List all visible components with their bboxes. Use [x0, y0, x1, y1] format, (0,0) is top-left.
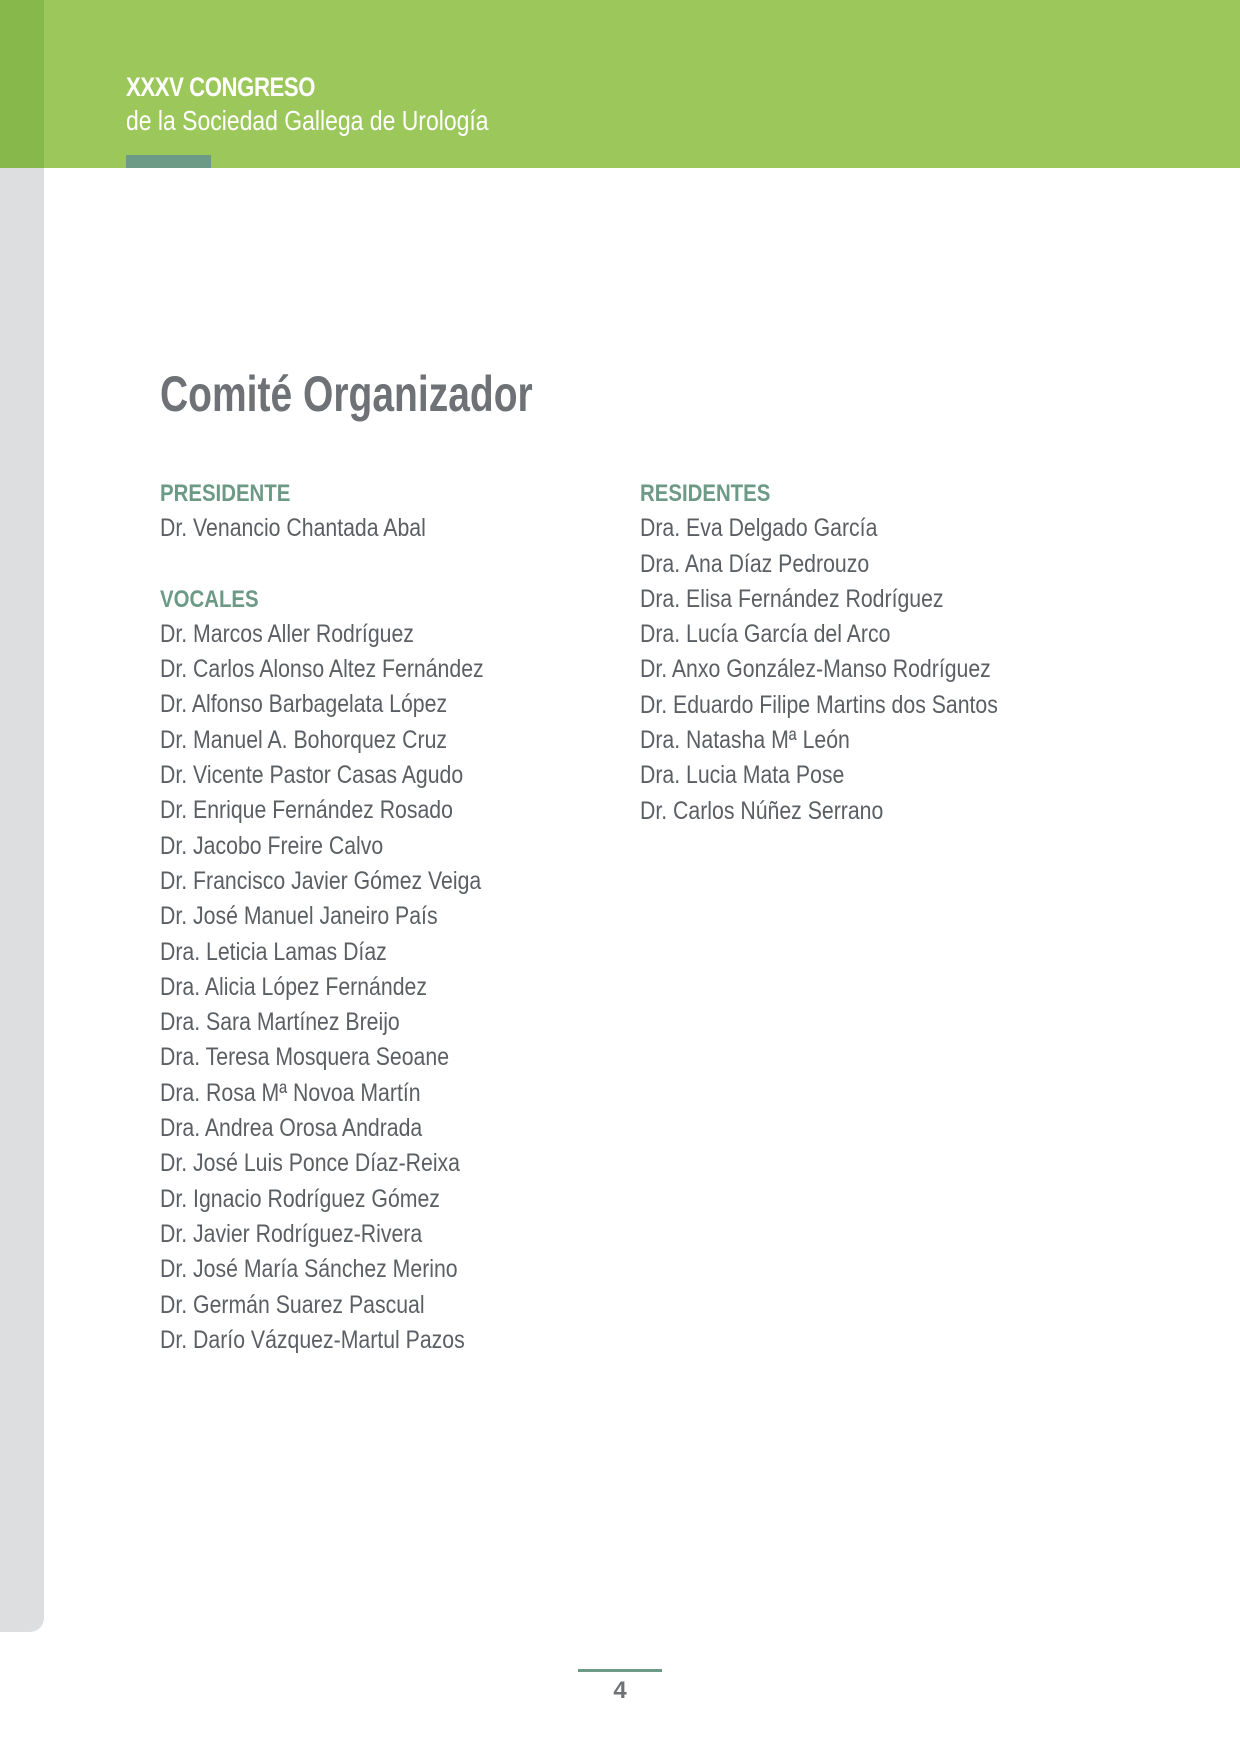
- member-name: Dr. Ignacio Rodríguez Gómez: [160, 1184, 440, 1213]
- member-name: Dr. Enrique Fernández Rosado: [160, 796, 453, 825]
- member-name: Dra. Ana Díaz Pedrouzo: [640, 549, 870, 578]
- right-column: [640, 476, 1061, 829]
- member-name: Dra. Eva Delgado García: [640, 514, 878, 543]
- member-name: Dr. Francisco Javier Gómez Veiga: [160, 866, 482, 895]
- member-name: Dr. Carlos Alonso Altez Fernández: [160, 655, 484, 684]
- member-name: Dra. Natasha Mª León: [640, 726, 850, 755]
- member-name: Dra. Lucía García del Arco: [640, 620, 891, 649]
- member-name: Dr. Vicente Pastor Casas Agudo: [160, 761, 464, 790]
- section-residentes: [640, 476, 1061, 829]
- section-heading-presidente: PRESIDENTE: [160, 480, 291, 507]
- member-name: Dr. Alfonso Barbagelata López: [160, 690, 448, 719]
- section-presidente: [160, 476, 541, 547]
- member-name: Dr. José Luis Ponce Díaz-Reixa: [160, 1149, 460, 1178]
- member-name: Dr. Jacobo Freire Calvo: [160, 831, 384, 860]
- section-heading-residentes: RESIDENTES: [640, 480, 771, 507]
- member-name: Dr. Marcos Aller Rodríguez: [160, 619, 414, 648]
- member-name: Dra. Elisa Fernández Rodríguez: [640, 584, 944, 613]
- member-list-residentes: [640, 511, 1061, 829]
- section-heading-vocales: VOCALES: [160, 585, 259, 613]
- left-column: [160, 476, 541, 1358]
- member-name: Dra. Leticia Lamas Díaz: [160, 937, 387, 966]
- member-name: Dr. Germán Suarez Pascual: [160, 1290, 425, 1319]
- member-name: Dr. Anxo González-Manso Rodríguez: [640, 655, 991, 684]
- member-name: Dra. Alicia López Fernández: [160, 972, 427, 1001]
- congress-title: XXXV CONGRESO: [126, 72, 316, 102]
- member-name: Dra. Rosa Mª Novoa Martín: [160, 1078, 421, 1107]
- header-accent-bar: [126, 155, 211, 168]
- member-name: Dr. Javier Rodríguez-Rivera: [160, 1219, 423, 1248]
- congress-subtitle: de la Sociedad Gallega de Urología: [126, 105, 489, 136]
- member-name: Dr. Eduardo Filipe Martins dos Santos: [640, 690, 998, 719]
- member-name: Dr. Manuel A. Bohorquez Cruz: [160, 725, 448, 754]
- member-name: Dra. Andrea Orosa Andrada: [160, 1114, 423, 1143]
- member-list-vocales: [160, 617, 541, 1358]
- member-name: Dr. Darío Vázquez-Martul Pazos: [160, 1325, 465, 1354]
- member-name: Dr. Carlos Núñez Serrano: [640, 796, 884, 825]
- member-name: Dr. Venancio Chantada Abal: [160, 514, 426, 543]
- header-banner-edge: [0, 0, 44, 168]
- member-name: Dra. Sara Martínez Breijo: [160, 1008, 400, 1037]
- member-list-presidente: [160, 511, 541, 546]
- side-decoration-stripe: [0, 0, 44, 1632]
- member-name: Dra. Teresa Mosquera Seoane: [160, 1043, 450, 1072]
- footer-rule: [578, 1669, 662, 1672]
- section-vocales: [160, 582, 541, 1359]
- page-number: 4: [613, 1677, 627, 1704]
- member-name: Dr. José María Sánchez Merino: [160, 1255, 458, 1284]
- member-name: Dra. Lucia Mata Pose: [640, 761, 845, 790]
- member-name: Dr. José Manuel Janeiro País: [160, 902, 438, 931]
- page-title: Comité Organizador: [160, 366, 533, 422]
